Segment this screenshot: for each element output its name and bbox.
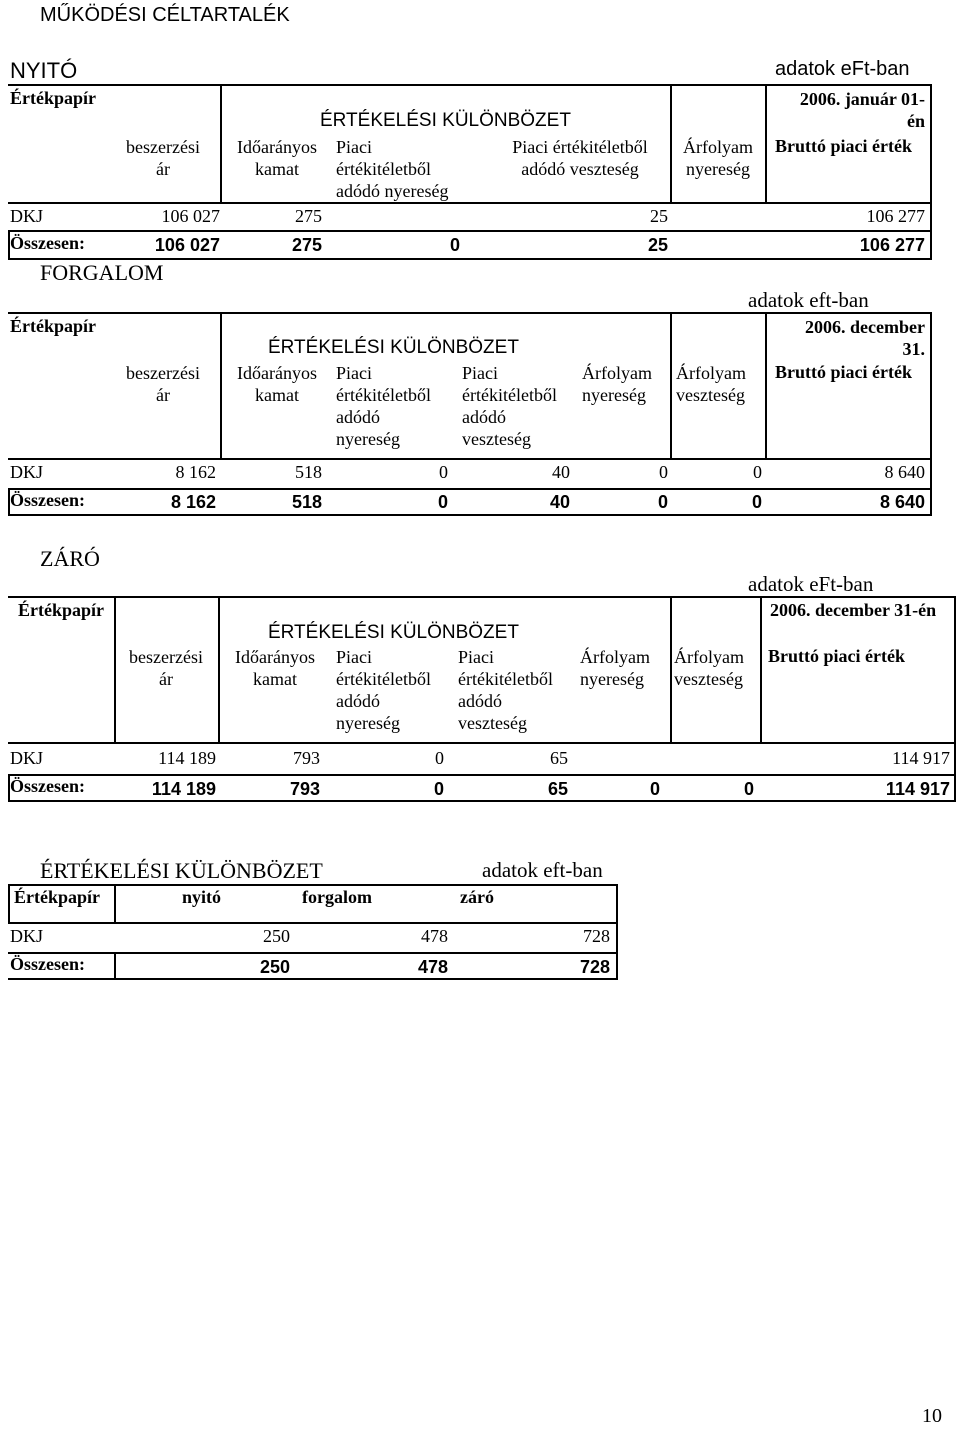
forgalom-col-idoaranyos-line2: kamat — [255, 385, 299, 405]
forgalom-date — [770, 316, 925, 360]
zaro-col-beszerzesi-line1: beszerzési — [129, 647, 203, 667]
forgalom-col-nyereseg-line1: Piaci — [336, 363, 372, 383]
cell-idoaranyos: 793 — [293, 748, 320, 768]
total-veszteseg: 40 — [549, 492, 570, 512]
total-nyereseg: 0 — [437, 492, 448, 512]
zaro-col-nyereseg-line1: Piaci — [336, 647, 372, 667]
total-arf-ny: 0 — [657, 492, 668, 512]
zaro-col-arf-v-line1: Árfolyam — [674, 647, 744, 667]
cell-beszerzesi: 106 027 — [161, 206, 220, 226]
cell-brutto: 8 640 — [884, 462, 925, 482]
cell-nyito: 250 — [263, 926, 290, 946]
total-arf-ny: 0 — [649, 779, 660, 799]
nyito-date-line1: 2006. január 01- — [799, 89, 925, 109]
forgalom-total-bottom-line — [8, 514, 932, 516]
total-idoaranyos: 793 — [289, 779, 320, 799]
nyito-header-bottom-line — [8, 202, 932, 204]
zaro-col-arf-ny-line1: Árfolyam — [580, 647, 650, 667]
forgalom-unit: adatok eft-ban — [748, 288, 869, 312]
forgalom-col-veszteseg-line2: értékitéletből — [462, 385, 557, 405]
zaro-col-nyereseg-line2: értékitéletből — [336, 669, 431, 689]
forgalom-col-nyereseg — [336, 362, 431, 450]
forgalom-col-veszteseg — [462, 362, 557, 450]
page-number: 10 — [922, 1405, 942, 1427]
nyito-date-line2: én — [907, 111, 925, 131]
cell-arf-ny: 0 — [659, 462, 668, 482]
nyito-date — [770, 88, 925, 132]
nyito-col-ertekpapir: Értékpapír — [10, 88, 97, 108]
cell-beszerzesi: 114 189 — [158, 748, 216, 768]
zaro-col-veszteseg-line2: értékitéletből — [458, 669, 553, 689]
row-name: DKJ — [10, 206, 44, 226]
forgalom-col-arf-nyereseg — [582, 362, 652, 406]
zaro-col-idoaranyos-line2: kamat — [253, 669, 297, 689]
nyito-col-divider — [765, 84, 767, 202]
zaro-col-beszerzesi — [116, 646, 216, 690]
nyito-header-top-line — [8, 84, 932, 86]
forgalom-col-beszerzesi-line2: ár — [156, 385, 170, 405]
cell-zaro: 728 — [583, 926, 610, 946]
cell-brutto: 114 917 — [892, 748, 950, 768]
forgalom-header-top-line — [8, 312, 932, 314]
summary-col-divider — [114, 952, 116, 980]
cell-veszteseg: 40 — [552, 462, 570, 482]
nyito-col-idoaranyos-line1: Időarányos — [237, 137, 317, 157]
total-name: Összesen: — [10, 954, 85, 974]
summary-col-forgalom: forgalom — [302, 887, 372, 907]
zaro-col-nyereseg — [336, 646, 431, 734]
nyito-col-arfolyam — [672, 136, 764, 180]
forgalom-col-nyereseg-line2: értékitéletből — [336, 385, 431, 405]
nyito-col-veszteseg-line2: adódó veszteség — [521, 159, 639, 179]
summary-unit: adatok eft-ban — [482, 858, 603, 882]
cell-brutto: 106 277 — [866, 206, 925, 226]
cell-beszerzesi: 8 162 — [175, 462, 216, 482]
row-name: DKJ — [10, 748, 44, 768]
total-brutto: 114 917 — [885, 779, 950, 799]
total-arf-v: 0 — [751, 492, 762, 512]
zaro-right-border — [954, 596, 956, 802]
forgalom-col-arf-v-line2: veszteség — [676, 385, 745, 405]
forgalom-col-beszerzesi — [108, 362, 218, 406]
zaro-col-nyereseg-line3: adódó — [336, 691, 380, 711]
zaro-col-divider — [760, 596, 762, 742]
zaro-col-arf-ny-line2: nyereség — [580, 669, 644, 689]
zaro-col-arf-veszteseg — [674, 646, 744, 690]
forgalom-col-ertekpapir: Értékpapír — [10, 316, 97, 336]
summary-right-border — [616, 884, 618, 980]
total-brutto: 8 640 — [879, 492, 925, 512]
total-zaro: 728 — [579, 957, 610, 977]
total-beszerzesi: 106 027 — [154, 235, 220, 255]
forgalom-group-header: ÉRTÉKELÉSI KÜLÖNBÖZET — [268, 337, 519, 358]
forgalom-col-arf-ny-line1: Árfolyam — [582, 363, 652, 383]
forgalom-date-line2: 31. — [902, 339, 925, 359]
nyito-col-idoaranyos-line2: kamat — [255, 159, 299, 179]
zaro-header-top-line — [8, 596, 956, 598]
summary-col-divider — [114, 884, 116, 924]
forgalom-col-veszteseg-line3: adódó — [462, 407, 506, 427]
nyito-col-beszerzesi-line1: beszerzési — [126, 137, 200, 157]
zaro-col-idoaranyos-line1: Időarányos — [235, 647, 315, 667]
zaro-col-idoaranyos — [220, 646, 330, 690]
forgalom-right-border — [930, 312, 932, 516]
summary-total-bottom-line — [8, 978, 618, 980]
total-beszerzesi: 114 189 — [151, 779, 216, 799]
total-veszteseg: 25 — [647, 235, 668, 255]
total-nyito: 250 — [259, 957, 290, 977]
summary-header-top-line — [8, 884, 618, 886]
cell-nyereseg: 0 — [439, 462, 448, 482]
page-title: MŰKÖDÉSI CÉLTARTALÉK — [40, 4, 290, 26]
nyito-col-nyereseg-line3: adódó nyereség — [336, 181, 449, 201]
forgalom-col-beszerzesi-line1: beszerzési — [126, 363, 200, 383]
forgalom-col-veszteseg-line4: veszteség — [462, 429, 531, 449]
forgalom-col-arf-ny-line2: nyereség — [582, 385, 646, 405]
zaro-col-ertekpapir: Értékpapír — [18, 600, 105, 620]
nyito-col-beszerzesi — [108, 136, 218, 180]
forgalom-col-divider — [670, 312, 672, 458]
total-idoaranyos: 518 — [291, 492, 322, 512]
forgalom-col-arf-v-line1: Árfolyam — [676, 363, 746, 383]
total-name: Összesen: — [10, 776, 85, 796]
zaro-col-arf-v-line2: veszteség — [674, 669, 743, 689]
zaro-header-bottom-line — [8, 742, 956, 744]
zaro-col-beszerzesi-line2: ár — [159, 669, 173, 689]
nyito-right-border — [930, 84, 932, 260]
nyito-col-arfolyam-line2: nyereség — [686, 159, 750, 179]
forgalom-total-top-line — [8, 488, 932, 490]
zaro-col-nyereseg-line4: nyereség — [336, 713, 400, 733]
total-idoaranyos: 275 — [291, 235, 322, 255]
cell-veszteseg: 25 — [650, 206, 668, 226]
forgalom-col-idoaranyos-line1: Időarányos — [237, 363, 317, 383]
nyito-col-nyereseg — [336, 136, 448, 202]
nyito-section-label: NYITÓ — [10, 58, 78, 83]
forgalom-col-idoaranyos — [222, 362, 332, 406]
nyito-group-header: ÉRTÉKELÉSI KÜLÖNBÖZET — [320, 110, 571, 131]
summary-header-left-border — [8, 884, 10, 924]
summary-header-bottom-line — [8, 922, 618, 924]
nyito-col-beszerzesi-line2: ár — [156, 159, 170, 179]
nyito-total-top-line — [8, 230, 932, 232]
zaro-section-label: ZÁRÓ — [40, 546, 100, 571]
zaro-group-header: ÉRTÉKELÉSI KÜLÖNBÖZET — [268, 622, 519, 643]
forgalom-col-nyereseg-line3: adódó — [336, 407, 380, 427]
total-nyereseg: 0 — [449, 235, 460, 255]
row-name: DKJ — [10, 462, 44, 482]
summary-col-zaro: záró — [460, 887, 494, 907]
forgalom-col-nyereseg-line4: nyereség — [336, 429, 400, 449]
zaro-col-veszteseg — [458, 646, 553, 734]
cell-forgalom: 478 — [421, 926, 448, 946]
forgalom-col-veszteseg-line1: Piaci — [462, 363, 498, 383]
total-beszerzesi: 8 162 — [170, 492, 216, 512]
nyito-col-arfolyam-line1: Árfolyam — [683, 137, 753, 157]
zaro-unit: adatok eFt-ban — [748, 572, 874, 596]
total-veszteseg: 65 — [547, 779, 568, 799]
cell-idoaranyos: 275 — [295, 206, 322, 226]
total-brutto: 106 277 — [859, 235, 925, 255]
nyito-col-nyereseg-line2: értékitéletből — [336, 159, 431, 179]
forgalom-date-line1: 2006. december — [805, 317, 925, 337]
cell-nyereseg: 0 — [435, 748, 444, 768]
nyito-col-veszteseg-line1: Piaci értékitéletből — [512, 137, 648, 157]
zaro-col-veszteseg-line4: veszteség — [458, 713, 527, 733]
forgalom-col-arf-veszteseg — [676, 362, 746, 406]
summary-col-ertekpapir: Értékpapír — [14, 887, 101, 907]
summary-total-top-line — [8, 952, 618, 954]
total-name: Összesen: — [10, 233, 85, 253]
cell-veszteseg: 65 — [550, 748, 568, 768]
zaro-total-top-line — [8, 774, 956, 776]
nyito-col-brutto: Bruttó piaci érték — [775, 136, 912, 156]
summary-section-label: ÉRTÉKELÉSI KÜLÖNBÖZET — [40, 858, 323, 883]
total-nyereseg: 0 — [433, 779, 444, 799]
total-arf-v: 0 — [743, 779, 754, 799]
cell-idoaranyos: 518 — [295, 462, 322, 482]
zaro-col-arf-nyereseg — [580, 646, 650, 690]
total-name: Összesen: — [10, 490, 85, 510]
nyito-col-veszteseg — [490, 136, 670, 180]
forgalom-section-label: FORGALOM — [40, 260, 164, 285]
row-name: DKJ — [10, 926, 44, 946]
nyito-unit: adatok eFt-ban — [775, 58, 910, 80]
summary-col-nyito: nyitó — [182, 887, 222, 907]
zaro-date: 2006. december 31-én — [770, 600, 937, 620]
zaro-col-veszteseg-line1: Piaci — [458, 647, 494, 667]
zaro-total-bottom-line — [8, 800, 956, 802]
nyito-col-idoaranyos — [222, 136, 332, 180]
forgalom-col-brutto: Bruttó piaci érték — [775, 362, 912, 382]
total-forgalom: 478 — [417, 957, 448, 977]
zaro-col-divider — [670, 596, 672, 742]
zaro-col-veszteseg-line3: adódó — [458, 691, 502, 711]
forgalom-col-divider — [765, 312, 767, 458]
forgalom-header-bottom-line — [8, 458, 932, 460]
zaro-col-brutto: Bruttó piaci érték — [768, 646, 905, 666]
cell-arf-v: 0 — [753, 462, 762, 482]
nyito-col-nyereseg-line1: Piaci — [336, 137, 372, 157]
